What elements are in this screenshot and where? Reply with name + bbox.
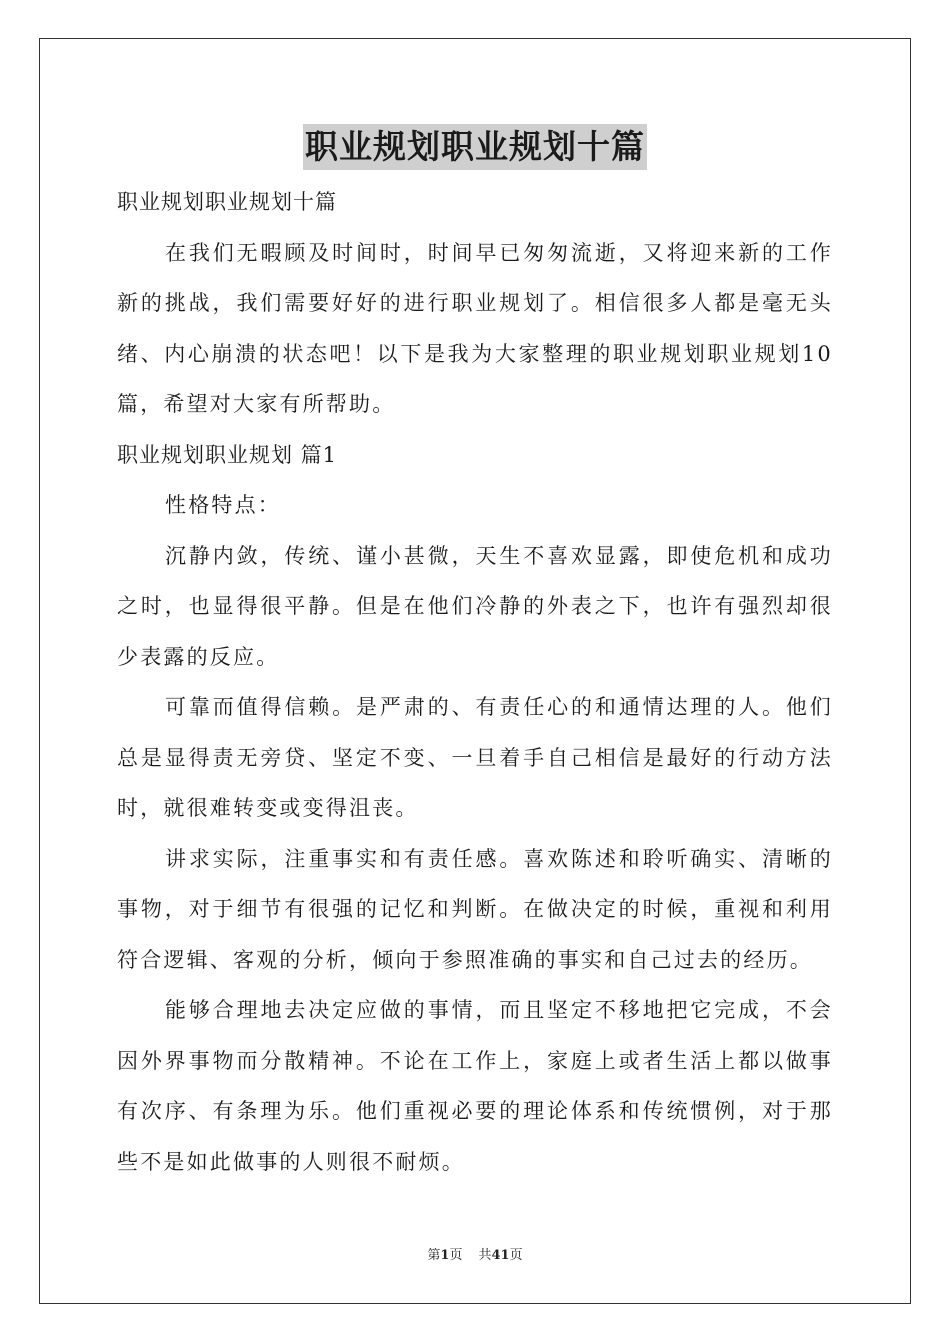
page-prefix: 第 <box>427 1248 441 1263</box>
body-paragraph: 沉静内敛，传统、谨小甚微，天生不喜欢显露，即使危机和成功之时，也显得很平静。但是在他们冷静的外表之下，也许有强烈却很少表露的反应。 <box>117 543 833 669</box>
document-subtitle: 职业规划职业规划十篇 <box>117 190 337 214</box>
page-number: 1 <box>440 1248 450 1263</box>
section-heading: 职业规划职业规划 篇1 <box>117 442 338 467</box>
title-block <box>0 124 950 170</box>
document-title: 职业规划职业规划十篇 <box>303 124 647 170</box>
body-paragraph: 能够合理地去决定应做的事情，而且坚定不移地把它完成，不会因外界事物而分散精神。不论在工作上，家庭上或者生活上都以做事有次序、有条理为乐。他们重视必要的理论体系和传统惯例，对于那些不是如此做事的人则很不耐烦。 <box>117 998 833 1174</box>
page-footer <box>0 1248 950 1264</box>
intro-paragraph: 在我们无暇顾及时间时，时间早已匆匆流逝，又将迎来新的工作新的挑战，我们需要好好的进行职业规划了。相信很多人都是毫无头绪、内心崩溃的状态吧！以下是我为大家整理的职业规划职业规划10篇，希望对大家有所帮助。 <box>117 240 833 416</box>
total-pages: 41 <box>491 1248 510 1263</box>
total-suffix: 页 <box>509 1248 523 1263</box>
document-body <box>117 177 833 1187</box>
total-prefix: 共 <box>478 1248 492 1263</box>
page-suffix: 页 <box>449 1248 463 1263</box>
body-paragraph: 讲求实际，注重事实和有责任感。喜欢陈述和聆听确实、清晰的事物，对于细节有很强的记忆和判断。在做决定的时候，重视和利用符合逻辑、客观的分析，倾向于参照准确的事实和自己过去的经历。 <box>117 846 833 972</box>
traits-label: 性格特点： <box>165 493 281 517</box>
body-paragraph: 可靠而值得信赖。是严肃的、有责任心的和通情达理的人。他们总是显得责无旁贷、坚定不变、一旦着手自己相信是最好的行动方法时，就很难转变或变得沮丧。 <box>117 695 833 820</box>
